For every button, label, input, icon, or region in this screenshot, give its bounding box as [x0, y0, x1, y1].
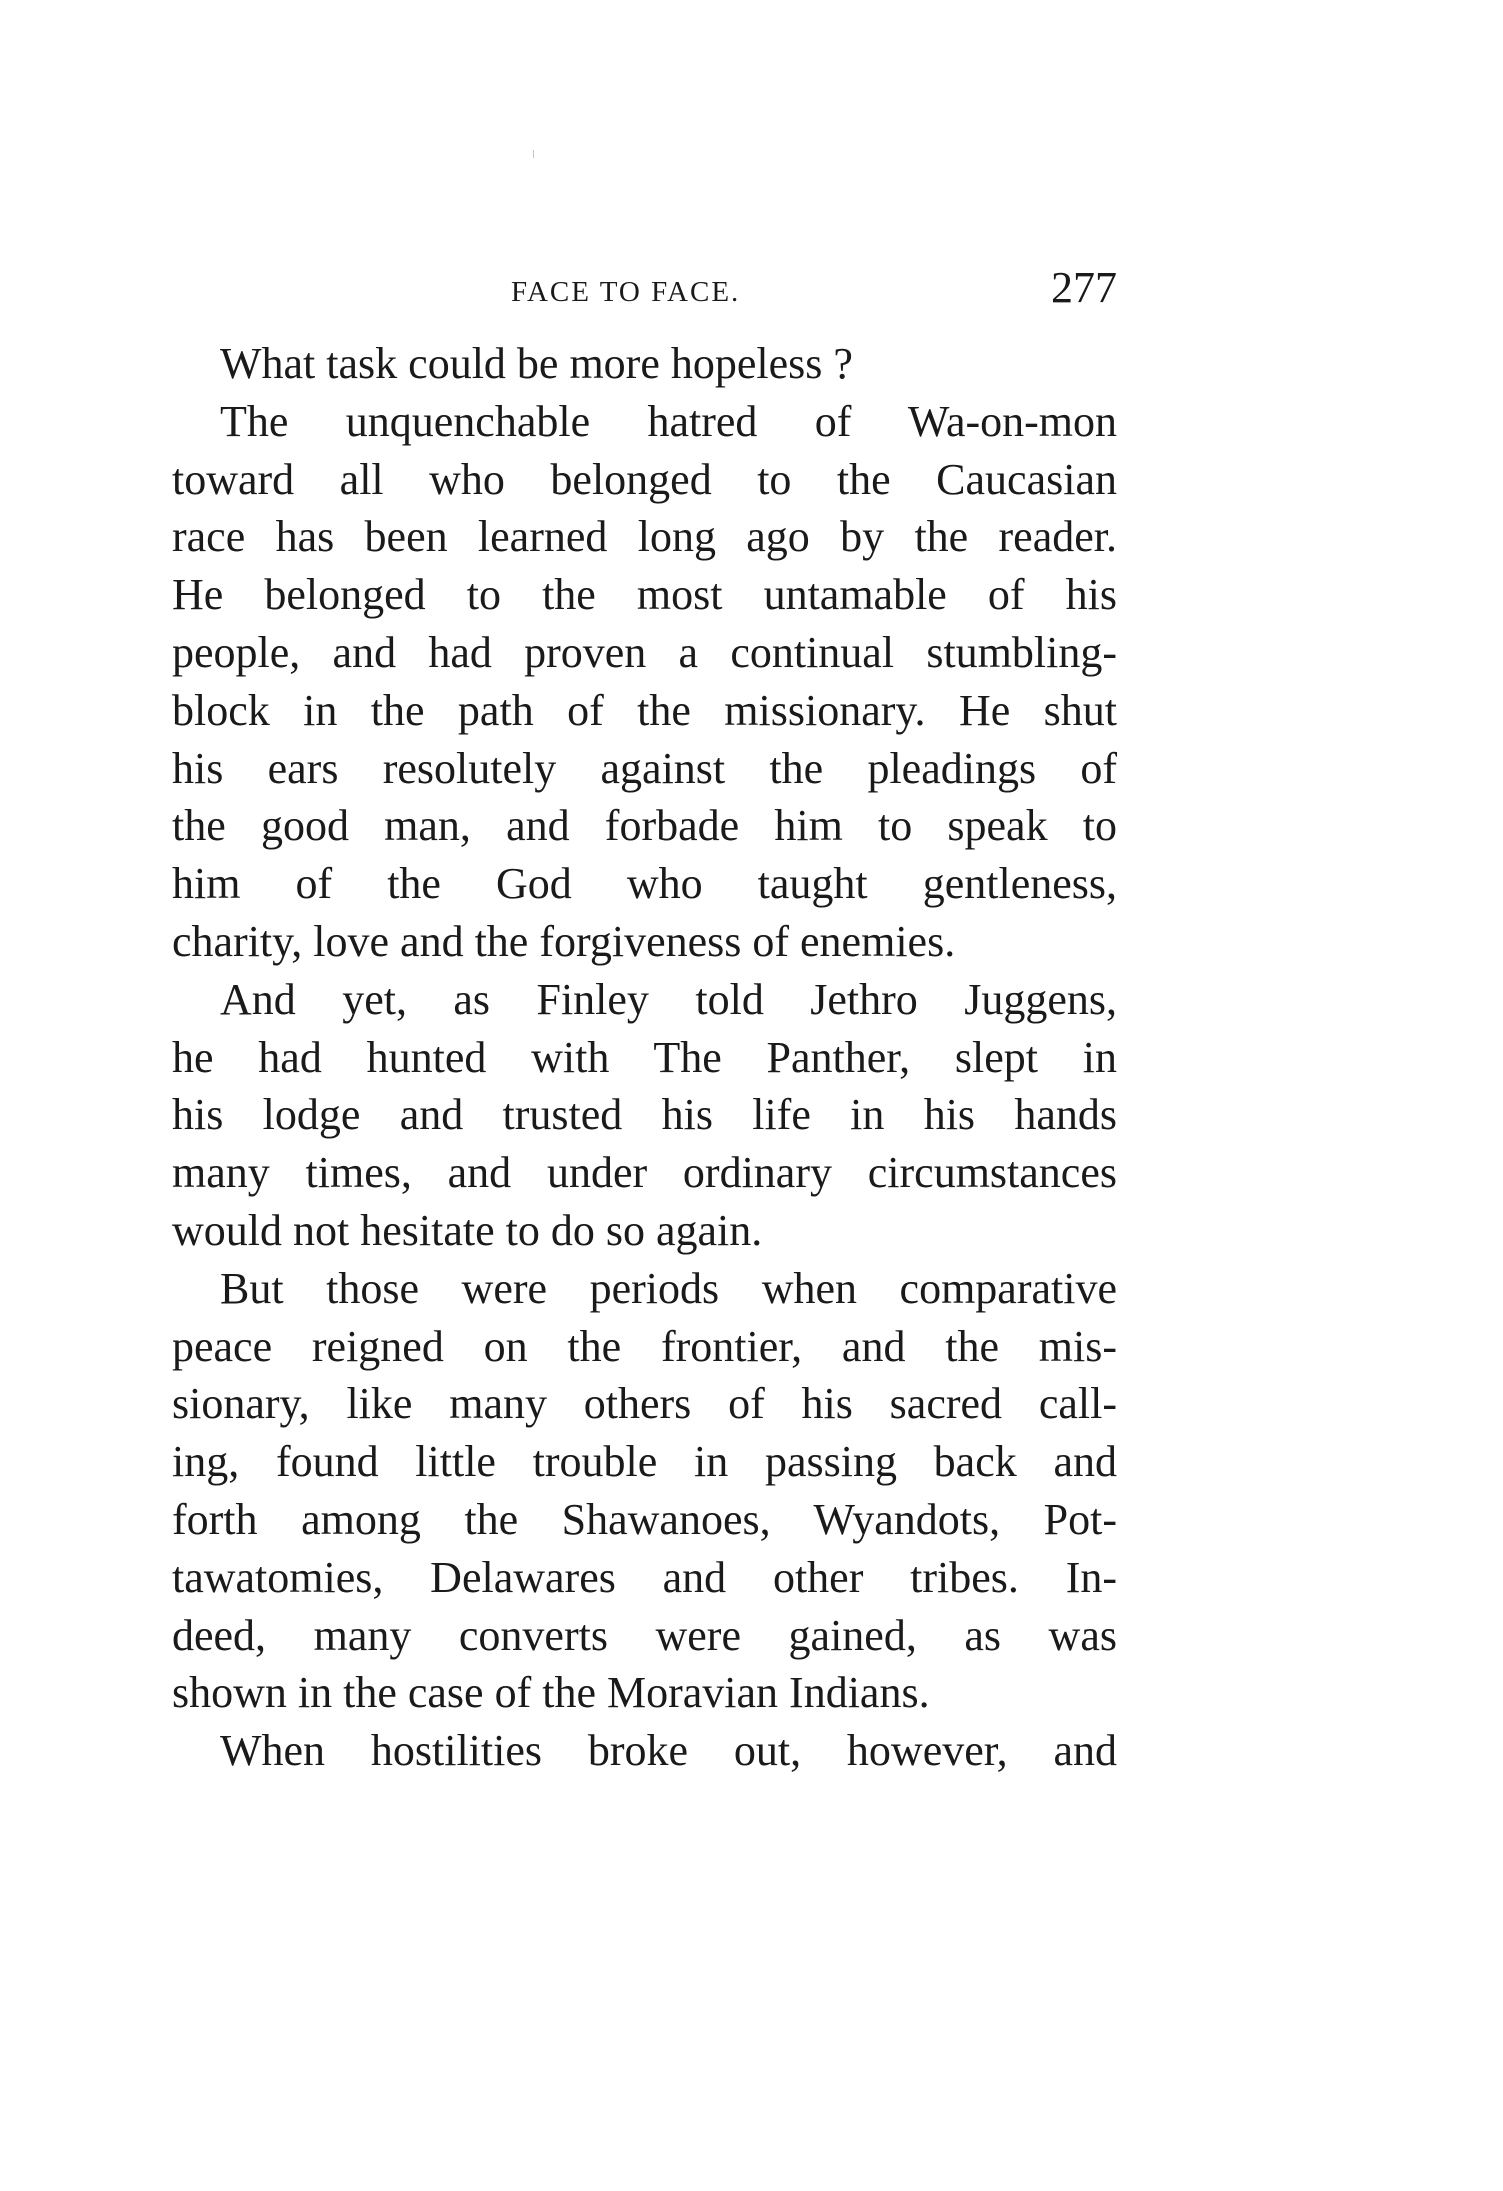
text-line: ing, found little trouble in passing back and	[172, 1437, 1117, 1487]
text-line: his lodge and trusted his life in his hands	[172, 1090, 1117, 1140]
text-line: block in the path of the missionary. He shut	[172, 685, 1117, 735]
text-line: tawatomies, Delawares and other tribes. In-	[172, 1552, 1117, 1602]
text-line: race has been learned long ago by the reader.	[172, 512, 1117, 562]
page-header	[172, 262, 1117, 322]
text-line: forth among the Shawanoes, Wyandots, Pot-	[172, 1494, 1117, 1544]
text-line: would not hesitate to do so again.	[172, 1205, 763, 1255]
text-line: sionary, like many others of his sacred call-	[172, 1379, 1117, 1429]
text-line: the good man, and forbade him to speak to	[172, 801, 1117, 851]
text-line: him of the God who taught gentleness,	[172, 859, 1117, 909]
page-number: 277	[1051, 263, 1117, 312]
running-head: FACE TO FACE.	[511, 276, 741, 308]
text-line: his ears resolutely against the pleadings of	[172, 743, 1117, 793]
text-line: He belonged to the most untamable of his	[172, 570, 1117, 620]
text-line: When hostilities broke out, however, and	[220, 1726, 1117, 1776]
text-line: shown in the case of the Moravian Indians.	[172, 1668, 930, 1718]
text-line: But those were periods when comparative	[220, 1263, 1117, 1313]
body-text	[172, 335, 1117, 1780]
text-line: The unquenchable hatred of Wa-on-mon	[220, 396, 1117, 446]
text-line: And yet, as Finley told Jethro Juggens,	[220, 974, 1117, 1024]
text-line: toward all who belonged to the Caucasian	[172, 454, 1117, 504]
text-line: he had hunted with The Panther, slept in	[172, 1032, 1117, 1082]
text-line: peace reigned on the frontier, and the mis-	[172, 1321, 1117, 1371]
text-line: many times, and under ordinary circumstances	[172, 1148, 1117, 1198]
page-speck	[533, 150, 534, 158]
text-line: charity, love and the forgiveness of enemies.	[172, 916, 956, 966]
text-line: What task could be more hopeless ?	[220, 339, 853, 388]
text-line: people, and had proven a continual stumbling-	[172, 627, 1117, 677]
text-line: deed, many converts were gained, as was	[172, 1610, 1117, 1660]
